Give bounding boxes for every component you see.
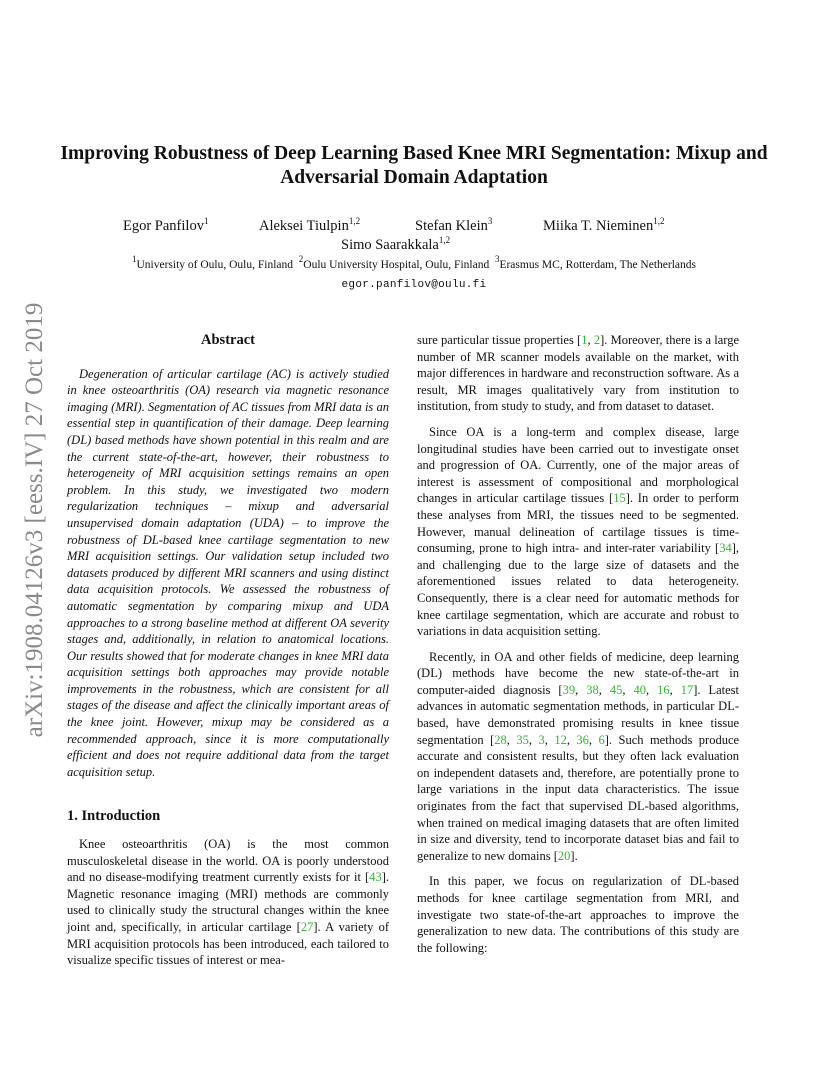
paragraph-text: ]. In order to perform these analyses from MRI, the tissues need to be segmented. However, manual delineation of cartilage tissues is time-consuming, prone to high intra- and inter-rater variability [ xyxy=(417,491,739,556)
citation-group: 39, 38, 45, 40, 16, 17 xyxy=(562,682,694,697)
citation-group: 28, 35, 3, 12, 36, 6 xyxy=(494,732,605,747)
citation-link[interactable]: 34 xyxy=(719,541,732,556)
author-affil-sup: 1 xyxy=(203,216,209,226)
paragraph-text: sure particular tissue properties [ xyxy=(417,333,582,347)
citation-link[interactable]: 45 xyxy=(609,682,623,697)
author-name: Aleksei Tiulpin xyxy=(259,218,349,234)
arxiv-sidebar xyxy=(10,290,60,750)
paragraph-text: ]. xyxy=(570,848,578,863)
right-column xyxy=(417,332,739,965)
introduction-heading: 1. Introduction xyxy=(67,808,161,824)
citation-link[interactable]: 17 xyxy=(680,682,694,697)
citation-link[interactable]: 2 xyxy=(593,333,601,347)
paragraph-contributions: In this paper, we focus on regularization of DL-based methods for knee cartilage segmentation from MRI, and investigate two state-of-the-art approaches to improve the generalization to new data. The contributions of this study are the following: xyxy=(417,874,739,955)
author-5 xyxy=(341,237,450,254)
paragraph-text: Recently, in OA and other fields of medicine, deep learning (DL) methods have become the new state-of-the-art in computer-aided diagnosis [ xyxy=(417,649,739,697)
paragraph-text: Knee osteoarthritis (OA) is the most common musculoskeletal disease in the world. OA is poorly understood and no disease-modifying treatment currently exists for it [ xyxy=(67,837,389,885)
paragraph-text: ]. A variety of MRI acquisition protocols has been introduced, each tailored to visualize specific tissues of interest or mea- xyxy=(67,919,389,968)
citation-link[interactable]: 16 xyxy=(657,682,670,697)
author-4 xyxy=(543,218,664,235)
citation-link[interactable]: 43 xyxy=(369,870,382,885)
author-affil-sup: 3 xyxy=(487,216,493,226)
citation-separator: , xyxy=(587,333,594,347)
author-2 xyxy=(259,218,360,235)
affil-sup: 3 xyxy=(494,254,500,264)
contact-email[interactable]: egor.panfilov@oulu.fi xyxy=(341,279,487,291)
paragraph-text: ]. Magnetic resonance imaging (MRI) methods are commonly used to clinically study the structural changes within the knee joint and, specifically, in articular cartilage [ xyxy=(67,870,389,934)
citation-link[interactable]: 36 xyxy=(576,732,589,747)
abstract-body: Degeneration of articular cartilage (AC) is actively studied in knee osteoarthritis (OA) research via magnetic resonance imaging (MRI). Segmentation of AC tissues from MRI data is an essential step in quantification of their damage. Deep learning (DL) based methods have shown potential in this realm and are the current state-of-the-art, however, their robustness to heterogeneity of MRI acquisition settings remains an open problem. In this study, we investigated two modern regularization techniques – mixup and adversarial unsupervised domain adaptation (UDA) – to improve the robustness of DL-based knee cartilage segmentation to new MRI acquisition settings. Our validation setup included two datasets produced by different MRI scanners and using distinct data acquisition protocols. We assessed the robustness of automatic segmentation by comparing mixup and UDA approaches to a strong baseline method at different OA severity stages and, additionally, in relation to anatomical locations. Our results showed that for moderate changes in knee MRI data acquisition settings both approaches may provide notable improvements in the robustness, which are consistent for all stages of the disease and affect the clinically important areas of the knee joint. However, mixup may be considered as a recommended approach, since it is more computationally efficient and does not require additional data from the target acquisition setup. xyxy=(67,366,389,779)
affiliation-3: Erasmus MC, Rotterdam, The Netherlands xyxy=(499,259,696,271)
affil-sup: 1 xyxy=(132,254,137,264)
affil-sup: 2 xyxy=(298,254,304,264)
citation-link[interactable]: 28 xyxy=(494,732,507,747)
introduction-paragraph xyxy=(67,836,389,969)
citation-link[interactable]: 35 xyxy=(516,732,529,747)
citation-link[interactable]: 12 xyxy=(554,732,567,747)
affiliations xyxy=(50,254,778,271)
paragraph-deep-learning xyxy=(417,649,739,865)
author-1 xyxy=(123,218,208,235)
author-affil-sup: 1,2 xyxy=(348,216,361,226)
citation-link[interactable]: 27 xyxy=(300,919,314,934)
paragraph-text: ]. Moreover, there is a large number of MR scanner models available on the market, with major differences in hardware and reconstruction software. As a result, MR images qualitatively vary from institution to institution, from study to study, and from dataset to dataset. xyxy=(417,333,740,414)
paragraph-text: ]. Latest advances in automatic segmentation methods, in particular DL-based, have demonstrated promising results in knee tissue segmentation [ xyxy=(417,682,740,747)
paper-title: Improving Robustness of Deep Learning Based Knee MRI Segmentation: Mixup and Adversarial Domain Adaptation xyxy=(60,143,768,188)
affiliation-2: Oulu University Hospital, Oulu, Finland xyxy=(303,259,490,271)
citation-link[interactable]: 20 xyxy=(557,848,571,863)
abstract-heading: Abstract xyxy=(201,332,255,348)
paragraph-continued xyxy=(417,332,739,415)
author-3 xyxy=(415,218,492,235)
citation-link[interactable]: 39 xyxy=(562,682,576,697)
paragraph-text: ], and challenging due to the large size of datasets and the aforementioned issues related to data heterogeneity. Consequently, there is a clear need for automatic methods for knee cartilage segmentation, which are accurate and robust to variations in data acquisition setting. xyxy=(417,541,739,639)
citation-link[interactable]: 38 xyxy=(586,682,599,697)
author-affil-sup: 1,2 xyxy=(653,216,665,226)
author-name: Miika T. Nieminen xyxy=(543,218,654,234)
author-name: Stefan Klein xyxy=(415,218,488,234)
citation-link[interactable]: 6 xyxy=(598,732,605,747)
citation-link[interactable]: 3 xyxy=(538,732,545,747)
author-affil-sup: 1,2 xyxy=(438,235,451,245)
paragraph-text: ]. Such methods produce accurate and consistent results, but they often lack evaluation on independent datasets and, therefore, are potentially prone to large variations in the input data characteristics. The issue originates from the fact that supervised DL-based algorithms, when trained on medical imaging datasets that are often limited in size and diversity, tend to incorporate dataset bias and fail to generalize to new domains [ xyxy=(417,732,740,863)
arxiv-identifier: arXiv:1908.04126v3 [eess.IV] 27 Oct 2019 xyxy=(21,302,48,738)
citation-link[interactable]: 40 xyxy=(633,682,646,697)
affiliation-1: University of Oulu, Oulu, Finland xyxy=(136,259,294,271)
author-name: Egor Panfilov xyxy=(123,218,204,234)
left-column xyxy=(67,332,389,968)
citation-link[interactable]: 15 xyxy=(613,491,626,506)
citation-link[interactable]: 1 xyxy=(581,333,588,347)
author-name: Simo Saarakkala xyxy=(341,237,439,253)
paragraph-text: Since OA is a long-term and complex disease, large longitudinal studies have been carried out to investigate onset and progression of OA. Currently, one of the major areas of interest is assessment of compositional and morphological changes in articular cartilage tissues [ xyxy=(417,424,739,506)
paragraph-oa-studies xyxy=(417,424,739,640)
